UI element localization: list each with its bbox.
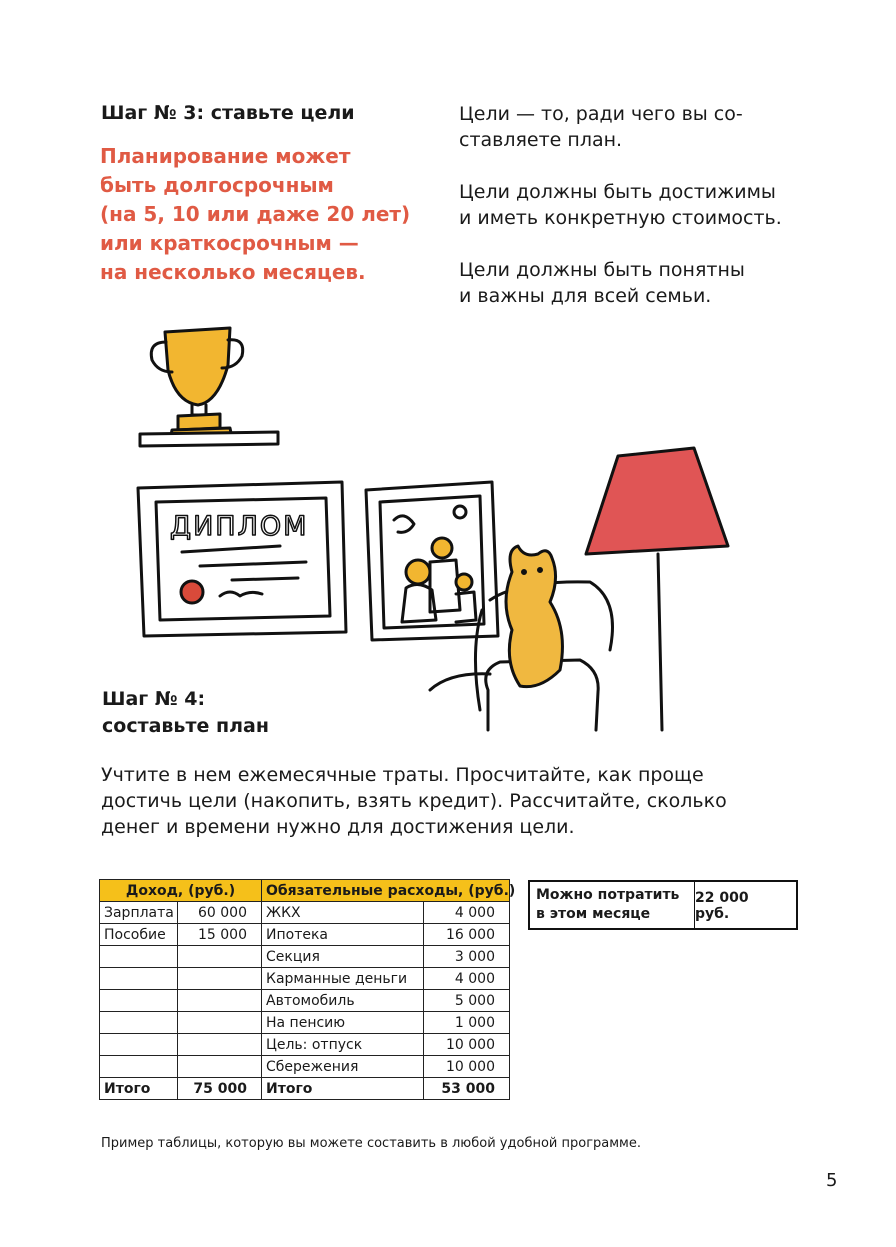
step3-title: Шаг № 3: ставьте цели [101,102,355,124]
income-header: Доход, (руб.) [100,880,262,902]
table-row: Карманные деньги 4 000 [100,968,510,990]
step3-goals-text: Цели — то, ради чего вы со- ставляете план. Цели должны быть достижимы и иметь конкретную стоимость. Цели должны быть понятны и важны для всей семьи. [459,103,782,307]
page-number: 5 [826,1170,838,1191]
table-row: Секция 3 000 [100,946,510,968]
spend-box [528,880,798,930]
table-row: Зарплата 60 000 ЖКХ 4 000 [100,902,510,924]
spend-value: 22 000 руб. [695,890,749,922]
home-illustration [120,310,740,740]
trophy-icon [140,328,278,446]
budget-table [99,879,516,1100]
cat-icon [506,546,562,687]
expense-header: Обязательные расходы, (руб.) [262,880,510,902]
table-row: Автомобиль 5 000 [100,990,510,1012]
diploma-icon [138,482,346,636]
table-caption: Пример таблицы, которую вы можете составить в любой удобной программе. [101,1136,641,1151]
table-row: Сбережения 10 000 [100,1056,510,1078]
diploma-text: ДИПЛОМ [170,511,309,542]
step3-lead: Планирование может быть долгосрочным (на 5, 10 или даже 20 лет) или краткосрочным — на несколько месяцев. [100,144,411,284]
table-row: Цель: отпуск 10 000 [100,1034,510,1056]
step4-body: Учтите в нем ежемесячные траты. Просчитайте, как проще достичь цели (накопить, взять кредит). Рассчитайте, сколько денег и времени нужно для достижения цели. [101,764,727,838]
table-total-row: Итого 75 000 Итого 53 000 [100,1078,510,1100]
spend-label: Можно потратить в этом месяце [530,882,695,928]
family-photo-icon [366,482,498,640]
step4-title: Шаг № 4: составьте план [102,688,269,737]
lamp-icon [586,448,728,730]
table-row: Пособие 15 000 Ипотека 16 000 [100,924,510,946]
table-row: На пенсию 1 000 [100,1012,510,1034]
